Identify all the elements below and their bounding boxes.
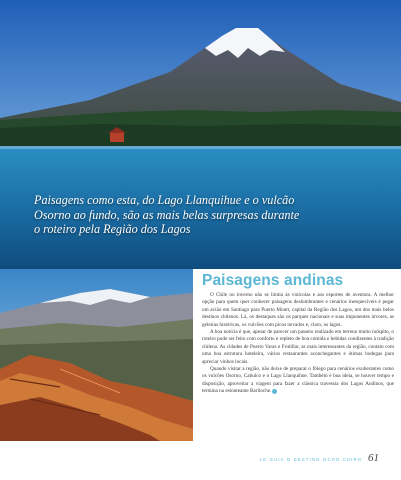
- article-paragraph: [202, 366, 394, 396]
- andes-rocks-illustration: [0, 269, 193, 441]
- section-title: Paisagens andinas: [202, 272, 344, 289]
- article-paragraph: O Chile no inverno não se limita às vinícolas e aos esportes de aventura. A melhor opção para quem quer conhecer paisagens deslumbrantes e cenários inesquecíveis é pegar um avião em Santiago para Puerto Montt, capital da Região dos Lagos, um dos mais belos destinos chilenos. Lá, os destaques são os parques nacionais e suas imponentes árvores, as geleiras históricas, os vulcões com picos nevados e, claro, os lagos.: [202, 292, 394, 328]
- side-photo-andes-rocks: [0, 269, 193, 441]
- article-paragraph: A boa notícia é que, apesar de parecer um passeio realizado em terreno muito inóspito, o roteiro pode ser feito com conforto e repleto de boa comida e bebidas condizentes à tradição chilena. As cidades de Puerto Varas e Frutillar, as mais interessantes da região, contam com uma boa estrutura hoteleira, vários restaurantes aconchegantes e ótimas bodegas para apreciar vinhos locais.: [202, 329, 394, 365]
- page-footer: [260, 452, 379, 464]
- footer-running-text: LE GUIA O DESTINO OCHO CHIRN: [259, 457, 362, 462]
- end-of-article-icon: [272, 389, 277, 394]
- page-number: 61: [368, 452, 379, 464]
- hero-caption: Paisagens como esta, do Lago Llanquihue e o vulcão Osorno ao fundo, são as mais belas surpresas durante o roteiro pela Região dos Lagos: [34, 193, 300, 236]
- article-paragraph-text: Quando visitar a região, não deixe de preparar o fôlego para cenários exuberantes como os vulcões Osorno, Cabulco e o Lago Llanquihue. Também é boa ideia, se houver tempo e disposição, aproveitar a viagem para fazer a clássica travessia dos Lagos Andinos, que termina na estonteante Bariloche.: [202, 366, 394, 395]
- article-text-column: [202, 272, 394, 396]
